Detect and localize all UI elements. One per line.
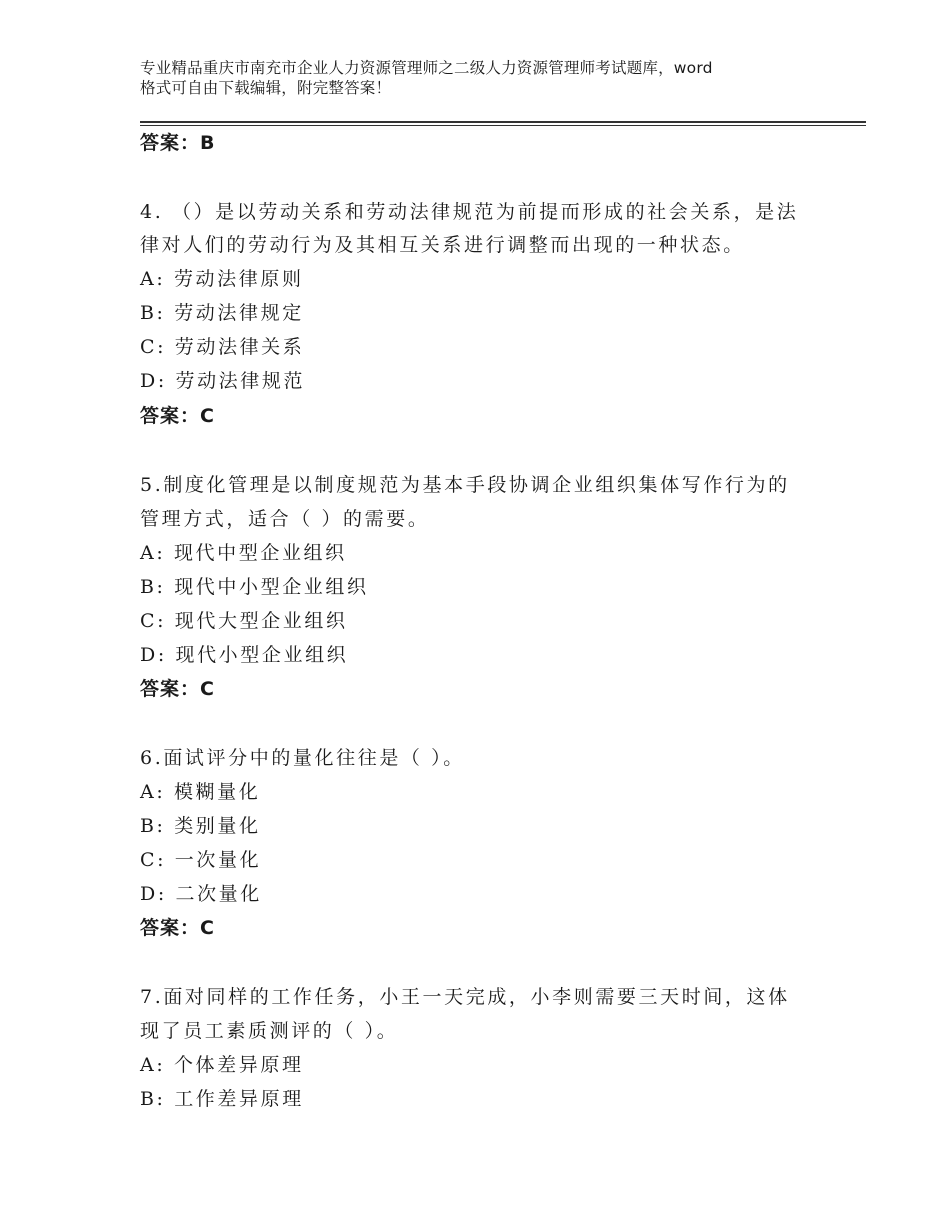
answer-q4: 答案：C <box>140 405 215 427</box>
header-divider-thick <box>140 121 866 123</box>
question-6-option-d: D: 二次量化 <box>140 883 262 905</box>
question-4-stem-line-2: 律对人们的劳动行为及其相互关系进行调整而出现的一种状态。 <box>140 234 745 256</box>
page-header <box>140 58 840 98</box>
question-4-option-b: B: 劳动法律规定 <box>140 302 304 324</box>
question-4-stem-line-1: 4. （）是以劳动关系和劳动法律规范为前提而形成的社会关系，是法 <box>140 201 799 223</box>
question-5-option-c: C: 现代大型企业组织 <box>140 610 348 632</box>
question-4-option-a: A: 劳动法律原则 <box>140 268 304 290</box>
question-4-option-c: C: 劳动法律关系 <box>140 336 305 358</box>
question-6-option-b: B: 类别量化 <box>140 815 261 837</box>
question-4-option-d: D: 劳动法律规范 <box>140 370 306 392</box>
header-line-1: 专业精品重庆市南充市企业人力资源管理师之二级人力资源管理师考试题库，word <box>140 59 713 77</box>
question-5-stem-line-2: 管理方式，适合（ ）的需要。 <box>140 508 430 530</box>
question-5-option-d: D: 现代小型企业组织 <box>140 644 349 666</box>
question-5-option-a: A: 现代中型企业组织 <box>140 542 347 564</box>
answer-q6: 答案：C <box>140 917 215 939</box>
question-7-option-b: B: 工作差异原理 <box>140 1088 304 1110</box>
question-5-option-b: B: 现代中小型企业组织 <box>140 576 369 598</box>
question-7-option-a: A: 个体差异原理 <box>140 1054 304 1076</box>
header-divider-thin <box>140 125 866 126</box>
question-6-stem-line-1: 6.面试评分中的量化往往是（ ）。 <box>140 747 465 769</box>
header-line-2: 格式可自由下载编辑，附完整答案！ <box>140 79 392 97</box>
question-7-stem-line-1: 7.面对同样的工作任务，小王一天完成，小李则需要三天时间，这体 <box>140 986 790 1008</box>
answer-q3: 答案：B <box>140 132 216 154</box>
answer-q5: 答案：C <box>140 678 215 700</box>
question-6-option-c: C: 一次量化 <box>140 849 262 871</box>
question-6-option-a: A: 模糊量化 <box>140 781 261 803</box>
question-7-stem-line-2: 现了员工素质测评的（ ）。 <box>140 1020 399 1042</box>
question-5-stem-line-1: 5.制度化管理是以制度规范为基本手段协调企业组织集体写作行为的 <box>140 474 790 496</box>
